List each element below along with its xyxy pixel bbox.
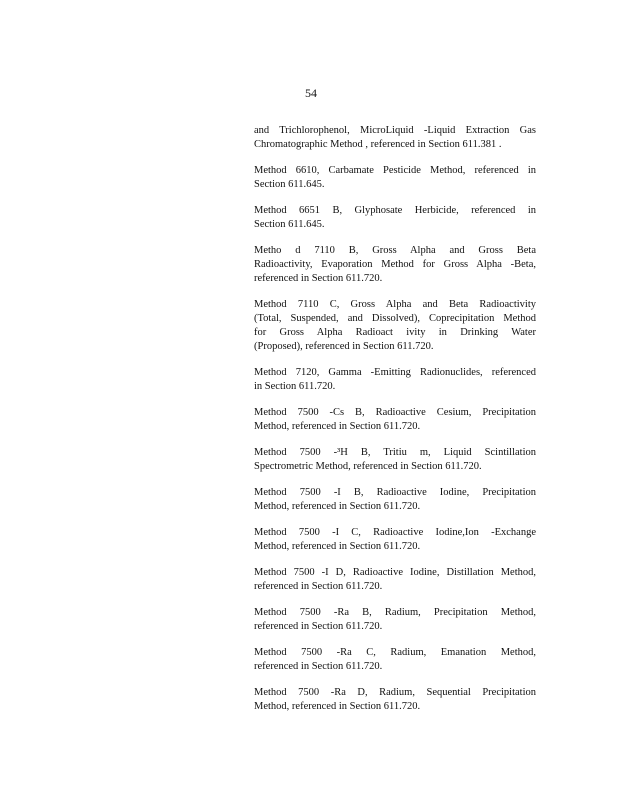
reference-line: Method, referenced in Section 611.720.	[254, 421, 421, 432]
reference-entry	[254, 486, 536, 514]
reference-entry	[254, 406, 536, 434]
reference-entry	[254, 646, 536, 674]
reference-entry	[254, 566, 536, 594]
reference-line: (Proposed), referenced in Section 611.720.	[254, 341, 434, 352]
reference-line: Method 6651 B, Glyphosate Herbicide, referenced in	[254, 205, 536, 216]
reference-entry	[254, 366, 536, 394]
reference-line: Spectrometric Method, referenced in Section 611.720.	[254, 461, 482, 472]
reference-line: Method 7500 -Ra C, Radium, Emanation Method,	[254, 647, 536, 658]
reference-line: Method, referenced in Section 611.720.	[254, 541, 421, 552]
reference-entry	[254, 164, 536, 192]
reference-entry	[254, 298, 536, 354]
reference-line: Method 7500 -I D, Radioactive Iodine, Distillation Method,	[254, 567, 536, 578]
page-number: 54	[305, 86, 317, 100]
reference-line: (Total, Suspended, and Dissolved), Coprecipitation Method	[254, 313, 536, 324]
reference-line: Method 7120, Gamma -Emitting Radionuclides, referenced	[254, 367, 536, 378]
reference-entry	[254, 606, 536, 634]
reference-line: Method 7500 -I C, Radioactive Iodine,Ion -Exchange	[254, 527, 536, 538]
reference-entry	[254, 686, 536, 714]
reference-line: Method 7500 -³H B, Tritiu m, Liquid Scintillation	[254, 447, 536, 458]
reference-line: and Trichlorophenol, MicroLiquid -Liquid Extraction Gas	[254, 125, 536, 136]
reference-line: Method 6610, Carbamate Pesticide Method, referenced in	[254, 165, 536, 176]
reference-line: Method, referenced in Section 611.720.	[254, 701, 421, 712]
reference-entry	[254, 446, 536, 474]
reference-line: Chromatographic Method , referenced in Section 611.381 .	[254, 139, 502, 150]
reference-line: Method, referenced in Section 611.720.	[254, 501, 421, 512]
reference-entry	[254, 124, 536, 152]
reference-line: Metho d 7110 B, Gross Alpha and Gross Beta	[254, 245, 536, 256]
reference-entry	[254, 204, 536, 232]
reference-line: Method 7500 -Ra B, Radium, Precipitation Method,	[254, 607, 536, 618]
reference-line: Method 7500 -Ra D, Radium, Sequential Precipitation	[254, 687, 536, 698]
reference-line: Method 7500 -Cs B, Radioactive Cesium, Precipitation	[254, 407, 536, 418]
reference-entry	[254, 244, 536, 286]
reference-line: for Gross Alpha Radioact ivity in Drinking Water	[254, 327, 536, 338]
reference-line: referenced in Section 611.720.	[254, 581, 383, 592]
reference-entry	[254, 526, 536, 554]
reference-line: referenced in Section 611.720.	[254, 621, 383, 632]
reference-line: in Section 611.720.	[254, 381, 336, 392]
reference-line: Section 611.645.	[254, 179, 325, 190]
reference-line: referenced in Section 611.720.	[254, 661, 383, 672]
reference-line: Method 7500 -I B, Radioactive Iodine, Precipitation	[254, 487, 536, 498]
reference-line: referenced in Section 611.720.	[254, 273, 383, 284]
reference-list	[254, 124, 536, 726]
reference-line: Radioactivity, Evaporation Method for Gross Alpha -Beta,	[254, 259, 536, 270]
reference-line: Section 611.645.	[254, 219, 325, 230]
reference-line: Method 7110 C, Gross Alpha and Beta Radioactivity	[254, 299, 536, 310]
